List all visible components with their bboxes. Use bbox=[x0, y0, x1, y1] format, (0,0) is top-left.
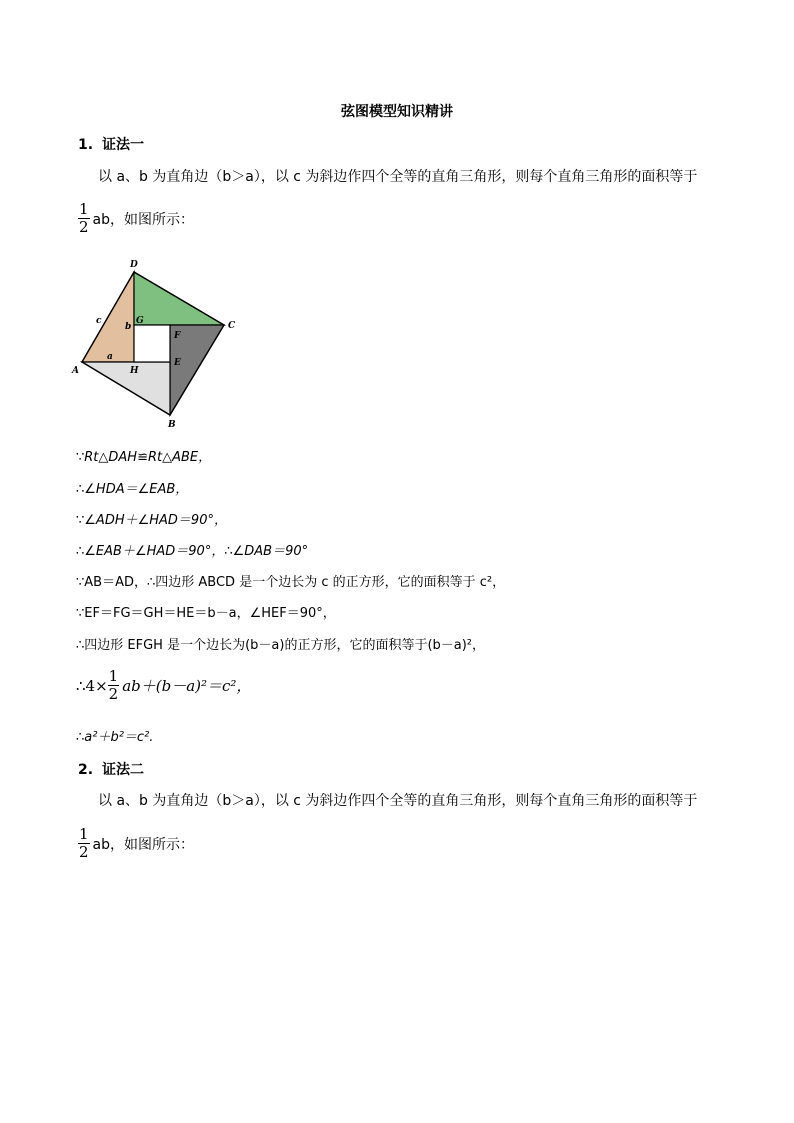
proof-line-1: ∵Rt△DAH≌Rt△ABE， bbox=[76, 450, 212, 465]
proof-line-7: ∴四边形 EFGH 是一个边长为(b－a)的正方形，它的面积等于(b－a)²， bbox=[76, 638, 486, 653]
fraction-denominator-2: 2 bbox=[79, 843, 89, 861]
label-side-c: c bbox=[96, 316, 102, 326]
section-2-heading bbox=[78, 759, 144, 779]
label-side-b: b bbox=[125, 322, 132, 332]
proof-line-6: ∵EF＝FG＝GH＝HE＝b－a，∠HEF＝90°， bbox=[76, 606, 336, 621]
fraction-denominator: 2 bbox=[79, 218, 89, 236]
equation-fraction bbox=[108, 668, 120, 703]
label-c: C bbox=[228, 321, 236, 331]
fraction-after-text-2: ab，如图所示： bbox=[92, 836, 195, 853]
proof-line-2: ∴∠HDA＝∠EAB， bbox=[76, 482, 189, 497]
section-2-paragraph: 以 a、b 为直角边（b＞a），以 c 为斜边作四个全等的直角三角形，则每个直角三角形的面积等于 bbox=[98, 793, 698, 809]
section-1-title: 证法一 bbox=[102, 137, 144, 153]
fraction-after-text: ab，如图所示： bbox=[92, 211, 195, 228]
label-b-vertex: B bbox=[168, 420, 176, 430]
proof-line-5: ∵AB＝AD，∴四边形 ABCD 是一个边长为 c 的正方形，它的面积等于 c²， bbox=[76, 575, 506, 590]
label-g: G bbox=[136, 316, 144, 326]
fraction-numerator: 1 bbox=[79, 200, 89, 218]
label-side-a: a bbox=[107, 352, 113, 362]
label-e: E bbox=[174, 358, 181, 368]
fraction-one-half bbox=[78, 201, 90, 236]
document-title: 弦图模型知识精讲 bbox=[341, 104, 453, 120]
equation-line bbox=[76, 668, 251, 703]
section-2-fraction-line bbox=[78, 826, 194, 861]
section-1-heading bbox=[78, 134, 144, 154]
label-a-vertex: A bbox=[72, 366, 79, 376]
square-efgh bbox=[134, 325, 170, 362]
section-1-paragraph: 以 a、b 为直角边（b＞a），以 c 为斜边作四个全等的直角三角形，则每个直角三角形的面积等于 bbox=[98, 169, 698, 185]
fraction-numerator-2: 1 bbox=[79, 825, 89, 843]
equation-prefix: ∴4× bbox=[76, 676, 108, 695]
proof-line-3: ∵∠ADH＋∠HAD＝90°， bbox=[76, 513, 227, 528]
label-d: D bbox=[130, 260, 138, 270]
section-1-number: 1. bbox=[78, 137, 94, 153]
equation-fraction-denominator: 2 bbox=[108, 685, 119, 703]
pythagoras-chord-figure bbox=[70, 255, 250, 439]
conclusion-line: ∴a²＋b²＝c². bbox=[76, 730, 154, 745]
section-1-fraction-line bbox=[78, 201, 194, 236]
label-f: F bbox=[174, 331, 181, 341]
section-2-title: 证法二 bbox=[102, 762, 144, 778]
proof-line-4: ∴∠EAB＋∠HAD＝90°，∴∠DAB＝90° bbox=[76, 544, 309, 559]
equation-fraction-numerator: 1 bbox=[108, 667, 119, 685]
label-h: H bbox=[130, 366, 139, 376]
equation-suffix: ab＋(b－a)²＝c²， bbox=[122, 677, 252, 695]
section-2-number: 2. bbox=[78, 762, 94, 778]
fraction-one-half-2 bbox=[78, 826, 90, 861]
chord-diagram bbox=[70, 255, 250, 435]
